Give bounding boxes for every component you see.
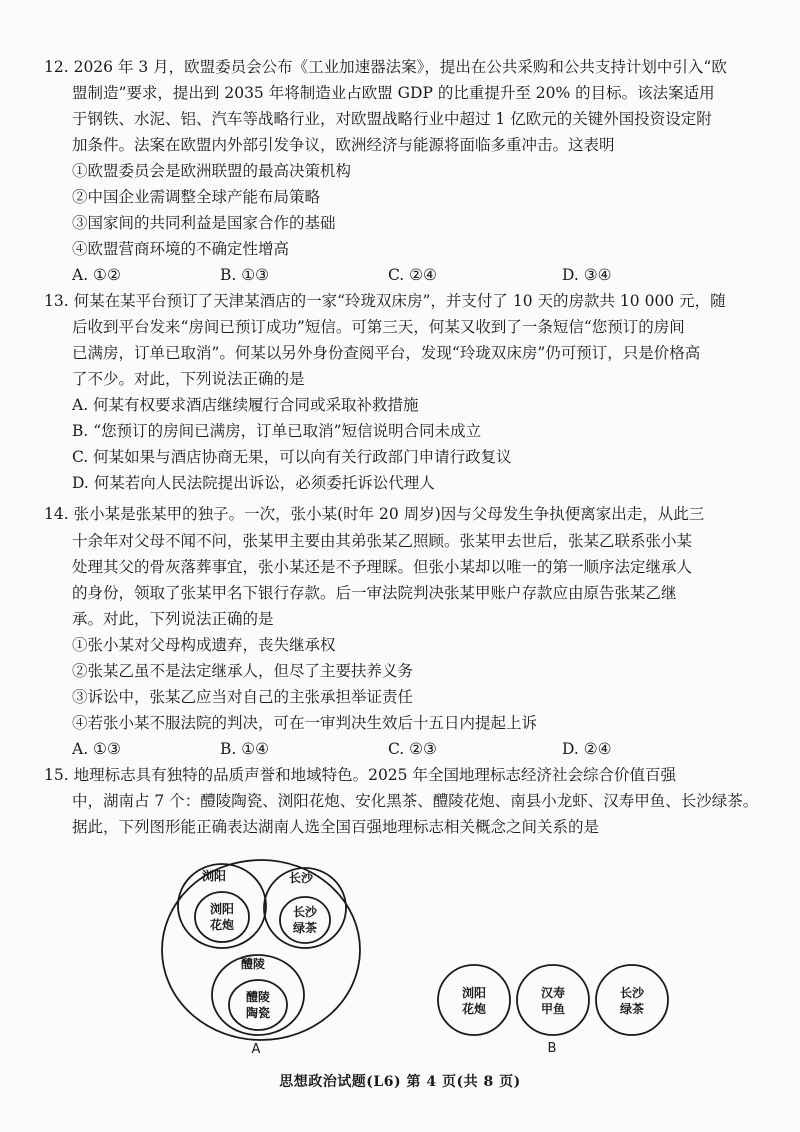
q14-option-b[interactable]: B. ①④ [220,740,270,758]
label-b3-1: 长沙 [619,986,645,1000]
q13-option-b[interactable]: B. “您预订的房间已满房，订单已取消”短信说明合同未成立 [72,422,482,440]
q13-option-d[interactable]: D. 何某若向人民法院提出诉讼，必须委托诉讼代理人 [72,474,435,492]
label-b2-1: 汉寿 [540,986,566,1000]
circle-liuyang-huapao [195,892,249,942]
q14-option-c[interactable]: C. ②③ [388,740,437,758]
label-b2-2: 甲鱼 [540,1002,566,1016]
q12-option-d[interactable]: D. ③④ [562,266,612,284]
label-b3-2: 绿茶 [619,1002,645,1016]
q14-statement-1: ①张小某对父母构成遗弃，丧失继承权 [72,636,336,654]
label-liuyang-huapao-1: 浏阳 [209,902,235,916]
label-liling-taoci-2: 陶瓷 [245,1006,271,1020]
q12-option-c[interactable]: C. ②④ [388,266,437,284]
label-liuyang: 浏阳 [201,869,227,883]
q12-statement-2: ②中国企业需调整全球产能布局策略 [72,188,321,206]
q14-stem-line: 的身份，领取了张某甲名下银行存款。后一审法院判决张某甲账户存款应由原告张某乙继 [72,584,677,602]
label-liuyang-huapao-2: 花炮 [209,918,235,932]
circle-liling-taoci [229,980,287,1030]
label-liling: 醴陵 [240,957,266,971]
circle-b2 [517,965,589,1035]
q13-option-c[interactable]: C. 何某如果与酒店协商无果，可以向有关行政部门申请行政复议 [72,448,512,466]
q14-statement-3: ③诉讼中，张某乙应当对自己的主张承担举证责任 [72,688,414,706]
q15-stem-line: 据此，下列图形能正确表达湖南人选全国百强地理标志相关概念之间关系的是 [72,818,600,836]
label-changsha-lvcha-1: 长沙 [292,905,318,919]
q13-stem-line: 13. 何某在某平台预订了天津某酒店的一家“玲珑双床房”，并支付了 10 天的房款共 10 000 元，随 [44,292,726,310]
q14-options [72,739,762,759]
q12-stem-line: 于钢铁、水泥、铝、汽车等战略行业，对欧盟战略行业中超过 1 亿欧元的关键外国投资设定附 [72,110,712,128]
label-b1-1: 浏阳 [461,986,487,1000]
q14-stem-line: 十余年对父母不闻不问，张某甲主要由其弟张某乙照顾。张某甲去世后，张某乙联系张小某 [72,532,693,550]
q12-statement-1: ①欧盟委员会是欧洲联盟的最高决策机构 [72,162,352,180]
page-footer: 思想政治试题(L6) 第 4 页(共 8 页) [279,1074,521,1090]
q12-option-a[interactable]: A. ①② [72,266,121,284]
label-changsha: 长沙 [288,871,314,885]
q12-stem-line: 盟制造”要求，提出到 2035 年将制造业占欧盟 GDP 的比重提升至 20% 的目标。该法案适用 [72,84,715,102]
q13-stem-line: 已满房，订单已取消”。何某以另外身份查阅平台，发现“玲珑双床房”仍可预订，只是价格高 [72,344,701,362]
q14-stem-line: 处理其父的骨灰落葬事宜，张小某还是不予理睬。但张小某却以唯一的第一顺序法定继承人 [72,558,693,576]
q12-stem-line: 12. 2026 年 3 月，欧盟委员会公布《工业加速器法案》，提出在公共采购和公共支持计划中引入“欧 [44,58,727,76]
figure-b-label: B [547,1041,557,1056]
figure-a-label: A [251,1042,261,1057]
label-changsha-lvcha-2: 绿茶 [292,921,318,935]
q12-options [72,265,762,285]
q13-option-a[interactable]: A. 何某有权要求酒店继续履行合同或采取补救措施 [72,396,419,414]
q14-stem-line: 承。对此，下列说法正确的是 [72,610,274,628]
label-b1-2: 花炮 [461,1002,487,1016]
q14-stem-line: 14. 张小某是张某甲的独子。一次，张小某(时年 20 周岁)因与父母发生争执便离家出走，从此三 [44,505,705,523]
q13-stem-line: 了不少。对此，下列说法正确的是 [72,370,305,388]
q15-stem-line: 中，湖南占 7 个：醴陵陶瓷、浏阳花炮、安化黑茶、醴陵花炮、南县小龙虾、汉寿甲鱼、长沙绿茶。 [72,792,759,810]
circle-changsha-lvcha [280,897,330,943]
q14-statement-4: ④若张小某不服法院的判决，可在一审判决生效后十五日内提起上诉 [72,714,538,732]
q14-option-d[interactable]: D. ②④ [562,740,612,758]
figure-b[interactable] [430,955,680,1060]
q13-stem-line: 后收到平台发来“房间已预订成功”短信。可第三天，何某又收到了一条短信“您预订的房间 [72,318,685,336]
circle-b3 [596,965,668,1035]
q12-statement-3: ③国家间的共同利益是国家合作的基础 [72,214,336,232]
q15-stem-line: 15. 地理标志具有独特的品质声誉和地域特色。2025 年全国地理标志经济社会综合价值百强 [44,766,676,784]
q14-option-a[interactable]: A. ①③ [72,740,121,758]
q12-statement-4: ④欧盟营商环境的不确定性增高 [72,240,290,258]
q12-stem-line: 加条件。法案在欧盟内外部引发争议，欧洲经济与能源将面临多重冲击。这表明 [72,136,615,154]
q14-statement-2: ②张某乙虽不是法定继承人，但尽了主要扶养义务 [72,662,414,680]
q12-option-b[interactable]: B. ①③ [220,266,270,284]
label-liling-taoci-1: 醴陵 [245,990,271,1004]
figure-a[interactable] [150,850,375,1060]
circle-b1 [438,965,510,1035]
